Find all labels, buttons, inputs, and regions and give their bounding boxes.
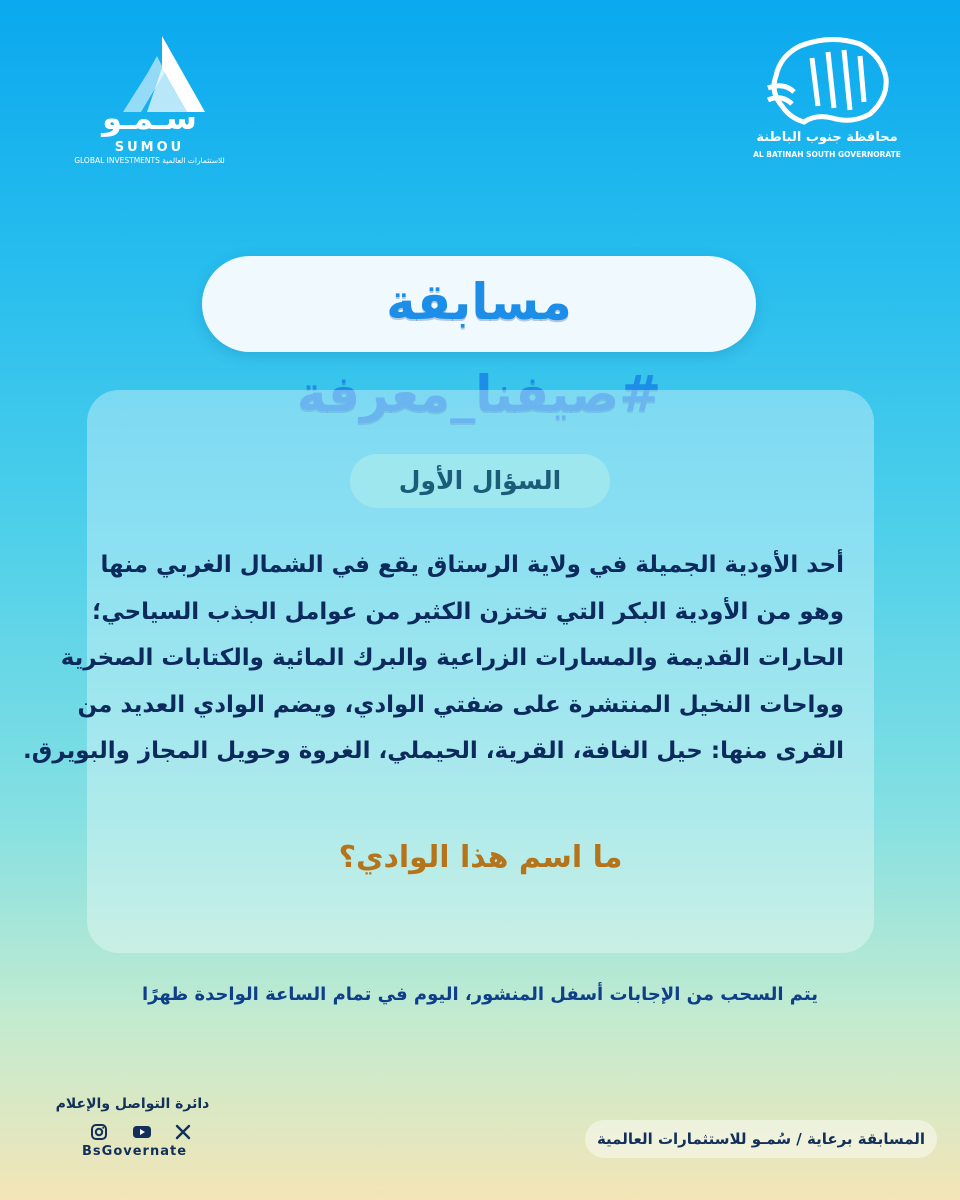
competition-title: مسابقة #صيفنا_معرفة [296, 273, 662, 423]
question-paragraph [23, 542, 844, 775]
question-label: السؤال الأول [350, 454, 610, 508]
youtube-icon[interactable] [132, 1123, 152, 1141]
sumou-name-en: SUMOU [114, 140, 185, 155]
x-icon[interactable] [174, 1123, 192, 1141]
paragraph-line: وواحات النخيل المنتشرة على ضفتي الوادي، ويضم الوادي العديد من [77, 691, 844, 718]
paragraph-line: أحد الأودية الجميلة في ولاية الرستاق يقع في الشمال الغربي منها [100, 552, 844, 578]
governorate-name-ar: محافظة جنوب الباطنة [756, 130, 898, 145]
sumou-name-ar: سـمـو [102, 99, 197, 137]
sumou-subtitle: GLOBAL INVESTMENTS للاستثمارات العالمية [74, 156, 225, 165]
social-icons [90, 1123, 195, 1145]
paragraph-line: الحارات القديمة والمسارات الزراعية والبرك المائية والكتابات الصخرية [60, 645, 844, 671]
governorate-map-icon [760, 36, 890, 126]
governorate-logo [752, 36, 902, 166]
governorate-name-en: AL BATINAH SOUTH GOVERNORATE [753, 150, 901, 159]
competition-title-pill [202, 256, 756, 423]
question-card [23, 390, 874, 953]
social-handle[interactable]: BsGovernate [82, 1144, 188, 1159]
question-text: ما اسم هذا الوادي؟ [338, 840, 623, 875]
paragraph-line: وهو من الأودية البكر التي تختزن الكثير من عوامل الجذب السياحي؛ [92, 598, 844, 625]
instagram-icon[interactable] [90, 1123, 108, 1141]
sponsor-pill: المسابقة برعاية / سُمـو للاستثمارات العالمية [585, 1120, 937, 1158]
department-name: دائرة التواصل والإعلام [55, 1096, 210, 1112]
draw-note: يتم السحب من الإجابات أسفل المنشور، اليوم في تمام الساعة الواحدة ظهرًا [141, 984, 819, 1005]
sumou-logo [62, 34, 237, 169]
paragraph-line: القرى منها: حيل الغافة، القرية، الحيملي، الغروة وحويل المجاز والبويرق. [23, 738, 844, 764]
